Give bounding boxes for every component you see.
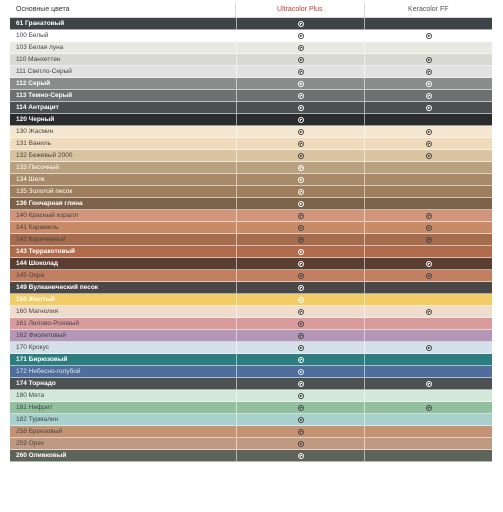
ultracolor-cell [236, 390, 364, 401]
circle-plus-icon [298, 297, 304, 303]
color-name: 181 Нефрит [16, 404, 53, 411]
circle-plus-icon [426, 213, 432, 219]
circle-plus-icon [426, 57, 432, 63]
color-name: 258 Бронзовый [16, 428, 63, 435]
ultracolor-cell [236, 318, 364, 329]
ultracolor-cell [236, 426, 364, 437]
table-row [10, 378, 492, 390]
table-row [10, 246, 492, 258]
table-row [10, 294, 492, 306]
table-row [10, 54, 492, 66]
table-row [10, 210, 492, 222]
table-row [10, 198, 492, 210]
table-row [10, 30, 492, 42]
ultracolor-cell [236, 114, 364, 125]
keracolor-cell [364, 210, 492, 221]
ultracolor-cell [236, 174, 364, 185]
table-row [10, 390, 492, 402]
ultracolor-cell [236, 282, 364, 293]
circle-plus-icon [426, 381, 432, 387]
color-name: 113 Темно-Серый [16, 92, 73, 99]
circle-plus-icon [298, 117, 304, 123]
circle-plus-icon [298, 417, 304, 423]
circle-plus-icon [426, 93, 432, 99]
keracolor-cell [364, 438, 492, 449]
table-row [10, 306, 492, 318]
ultracolor-cell [236, 90, 364, 101]
ultracolor-cell [236, 354, 364, 365]
keracolor-cell [364, 54, 492, 65]
keracolor-cell [364, 246, 492, 257]
ultracolor-cell [236, 294, 364, 305]
circle-plus-icon [426, 273, 432, 279]
table-row [10, 414, 492, 426]
keracolor-cell [364, 114, 492, 125]
table-row [10, 234, 492, 246]
color-table [10, 3, 492, 462]
ultracolor-cell [236, 450, 364, 461]
table-row [10, 330, 492, 342]
table-row [10, 138, 492, 150]
circle-plus-icon [298, 429, 304, 435]
circle-plus-icon [298, 153, 304, 159]
circle-plus-icon [298, 441, 304, 447]
keracolor-cell [364, 234, 492, 245]
circle-plus-icon [426, 105, 432, 111]
ultracolor-cell [236, 102, 364, 113]
circle-plus-icon [426, 129, 432, 135]
circle-plus-icon [298, 405, 304, 411]
header-ultracolor-plus: Ultracolor Plus [235, 3, 363, 17]
color-name: 100 Белый [16, 32, 49, 39]
color-name: 103 Белая луна [16, 44, 64, 51]
keracolor-cell [364, 306, 492, 317]
keracolor-cell [364, 90, 492, 101]
keracolor-cell [364, 222, 492, 233]
circle-plus-icon [298, 213, 304, 219]
circle-plus-icon [426, 225, 432, 231]
table-row [10, 186, 492, 198]
keracolor-cell [364, 402, 492, 413]
color-name: 114 Антрацит [16, 104, 59, 111]
color-name: 136 Гончарная глина [16, 200, 83, 207]
keracolor-cell [364, 390, 492, 401]
keracolor-cell [364, 426, 492, 437]
circle-plus-icon [426, 405, 432, 411]
keracolor-cell [364, 294, 492, 305]
keracolor-cell [364, 366, 492, 377]
color-name: 180 Мята [16, 392, 45, 399]
ultracolor-cell [236, 402, 364, 413]
keracolor-cell [364, 378, 492, 389]
keracolor-cell [364, 270, 492, 281]
color-name: 141 Карамель [16, 224, 59, 231]
table-row [10, 162, 492, 174]
keracolor-cell [364, 198, 492, 209]
circle-plus-icon [298, 33, 304, 39]
ultracolor-cell [236, 162, 364, 173]
circle-plus-icon [298, 345, 304, 351]
color-name: 140 Красный коралл [16, 212, 78, 219]
circle-plus-icon [298, 189, 304, 195]
circle-plus-icon [298, 141, 304, 147]
ultracolor-cell [236, 210, 364, 221]
circle-plus-icon [298, 105, 304, 111]
ultracolor-cell [236, 342, 364, 353]
circle-plus-icon [426, 237, 432, 243]
ultracolor-cell [236, 306, 364, 317]
color-name: 149 Вулканический песок [16, 284, 99, 291]
ultracolor-cell [236, 198, 364, 209]
color-name: 135 Золотой песок [16, 188, 73, 195]
color-name: 132 Бежевый 2000 [16, 152, 73, 159]
ultracolor-cell [236, 366, 364, 377]
table-row [10, 66, 492, 78]
circle-plus-icon [298, 45, 304, 51]
color-name: 134 Шелк [16, 176, 45, 183]
color-name: 161 Лилово-Розовый [16, 320, 80, 327]
table-header [10, 3, 492, 18]
circle-plus-icon [426, 81, 432, 87]
color-name: 111 Светло-Серый [16, 68, 72, 75]
color-name: 171 Бирюзовый [16, 356, 68, 363]
color-name: 182 Турмалин [16, 416, 59, 423]
ultracolor-cell [236, 222, 364, 233]
ultracolor-cell [236, 30, 364, 41]
circle-plus-icon [426, 141, 432, 147]
ultracolor-cell [236, 18, 364, 29]
keracolor-cell [364, 414, 492, 425]
keracolor-cell [364, 282, 492, 293]
table-row [10, 282, 492, 294]
keracolor-cell [364, 42, 492, 53]
color-name: 142 Коричневый [16, 236, 66, 243]
ultracolor-cell [236, 42, 364, 53]
keracolor-cell [364, 354, 492, 365]
color-name: 160 Магнолия [16, 308, 59, 315]
circle-plus-icon [426, 33, 432, 39]
keracolor-cell [364, 162, 492, 173]
table-row [10, 174, 492, 186]
circle-plus-icon [298, 237, 304, 243]
table-row [10, 102, 492, 114]
ultracolor-cell [236, 414, 364, 425]
circle-plus-icon [298, 453, 304, 459]
ultracolor-cell [236, 258, 364, 269]
table-row [10, 126, 492, 138]
color-name: 143 Терракотовый [16, 248, 76, 255]
circle-plus-icon [426, 261, 432, 267]
circle-plus-icon [298, 261, 304, 267]
keracolor-cell [364, 126, 492, 137]
color-name: 112 Серый [16, 80, 51, 87]
ultracolor-cell [236, 234, 364, 245]
color-name: 172 Небесно-голубой [16, 368, 81, 375]
color-name: 61 Гранатовый [16, 20, 65, 27]
circle-plus-icon [298, 273, 304, 279]
ultracolor-cell [236, 78, 364, 89]
keracolor-cell [364, 78, 492, 89]
color-name: 144 Шоколад [16, 260, 58, 267]
circle-plus-icon [298, 285, 304, 291]
keracolor-cell [364, 18, 492, 29]
table-row [10, 270, 492, 282]
ultracolor-cell [236, 330, 364, 341]
circle-plus-icon [298, 21, 304, 27]
color-name: 260 Оливковый [16, 452, 67, 459]
keracolor-cell [364, 138, 492, 149]
circle-plus-icon [298, 381, 304, 387]
table-row [10, 150, 492, 162]
table-row [10, 354, 492, 366]
circle-plus-icon [298, 393, 304, 399]
circle-plus-icon [426, 345, 432, 351]
table-row [10, 450, 492, 462]
keracolor-cell [364, 342, 492, 353]
table-row [10, 42, 492, 54]
color-name: 110 Манхеттен [16, 56, 61, 63]
table-row [10, 438, 492, 450]
ultracolor-cell [236, 54, 364, 65]
table-row [10, 114, 492, 126]
circle-plus-icon [298, 201, 304, 207]
keracolor-cell [364, 186, 492, 197]
circle-plus-icon [298, 165, 304, 171]
circle-plus-icon [426, 153, 432, 159]
table-row [10, 258, 492, 270]
keracolor-cell [364, 66, 492, 77]
ultracolor-cell [236, 150, 364, 161]
circle-plus-icon [298, 81, 304, 87]
table-row [10, 402, 492, 414]
keracolor-cell [364, 102, 492, 113]
table-row [10, 426, 492, 438]
circle-plus-icon [298, 321, 304, 327]
color-name: 133 Песочный [16, 164, 60, 171]
table-body [10, 18, 492, 462]
keracolor-cell [364, 258, 492, 269]
ultracolor-cell [236, 66, 364, 77]
header-keracolor-ff: Keracolor FF [364, 3, 492, 17]
circle-plus-icon [298, 333, 304, 339]
circle-plus-icon [298, 129, 304, 135]
table-row [10, 318, 492, 330]
keracolor-cell [364, 318, 492, 329]
circle-plus-icon [298, 249, 304, 255]
color-name: 120 Черный [16, 116, 55, 123]
table-row [10, 222, 492, 234]
keracolor-cell [364, 450, 492, 461]
circle-plus-icon [298, 357, 304, 363]
table-row [10, 366, 492, 378]
ultracolor-cell [236, 270, 364, 281]
circle-plus-icon [426, 69, 432, 75]
table-row [10, 342, 492, 354]
color-name: 259 Орех [16, 440, 45, 447]
circle-plus-icon [298, 93, 304, 99]
circle-plus-icon [298, 225, 304, 231]
ultracolor-cell [236, 126, 364, 137]
keracolor-cell [364, 30, 492, 41]
ultracolor-cell [236, 378, 364, 389]
table-row [10, 78, 492, 90]
circle-plus-icon [298, 177, 304, 183]
table-row [10, 90, 492, 102]
color-name: 162 Фиолетовый [16, 332, 67, 339]
color-name: 150 Желтый [16, 296, 55, 303]
table-row [10, 18, 492, 30]
color-name: 130 Жасмин [16, 128, 54, 135]
color-name: 145 Охра [16, 272, 45, 279]
color-name: 170 Крокус [16, 344, 50, 351]
keracolor-cell [364, 174, 492, 185]
keracolor-cell [364, 150, 492, 161]
color-name: 131 Ваниль [16, 140, 52, 147]
ultracolor-cell [236, 186, 364, 197]
header-base-colors: Основные цвета [16, 6, 70, 13]
keracolor-cell [364, 330, 492, 341]
ultracolor-cell [236, 438, 364, 449]
color-name: 174 Торнадо [16, 380, 56, 387]
circle-plus-icon [426, 309, 432, 315]
ultracolor-cell [236, 246, 364, 257]
ultracolor-cell [236, 138, 364, 149]
circle-plus-icon [298, 57, 304, 63]
circle-plus-icon [298, 69, 304, 75]
circle-plus-icon [298, 309, 304, 315]
circle-plus-icon [298, 369, 304, 375]
